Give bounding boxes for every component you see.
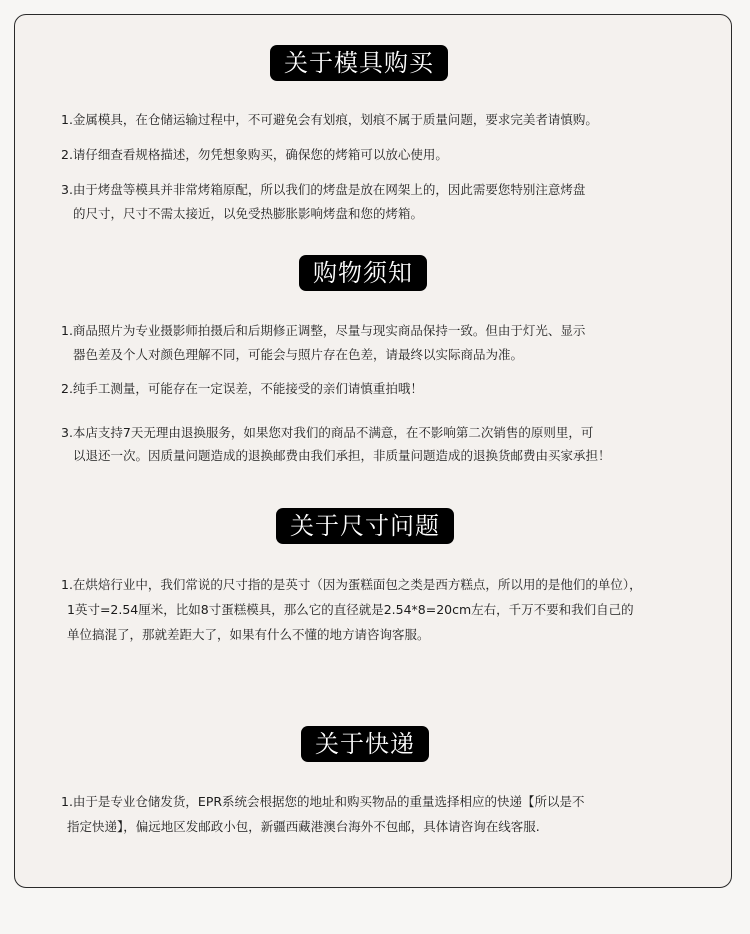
notice-line: 1.金属模具，在仓储运输过程中，不可避免会有划痕，划痕不属于质量问题，要求完美者请慎购。 [61,112,598,127]
notice-line: 3.由于烤盘等模具并非常烤箱原配，所以我们的烤盘是放在网架上的，因此需要您特别注意烤盘 [61,182,586,197]
section-title-mold-purchase: 关于模具购买 [270,45,448,81]
notice-line: 2.请仔细查看规格描述，勿凭想象购买，确保您的烤箱可以放心使用。 [61,147,448,162]
notice-line: 3.本店支持7天无理由退换服务，如果您对我们的商品不满意，在不影响第二次销售的原则里，可 [61,425,594,440]
section-title-delivery: 关于快递 [301,726,429,762]
notice-line: 2.纯手工测量，可能存在一定误差，不能接受的亲们请慎重拍哦！ [61,381,423,396]
section-title-shopping-notes: 购物须知 [299,255,427,291]
notice-line: 1.由于是专业仓储发货，EPR系统会根据您的地址和购买物品的重量选择相应的快递【所以是不 [61,794,585,809]
notice-line: 以退还一次。因质量问题造成的退换邮费由我们承担，非质量问题造成的退换货邮费由买家承担！ [73,448,611,463]
section-title-size-issues: 关于尺寸问题 [276,508,454,544]
notice-line: 1英寸=2.54厘米，比如8寸蛋糕模具，那么它的直径就是2.54*8=20cm左右，千万不要和我们自己的 [67,602,634,617]
notice-line: 器色差及个人对颜色理解不同，可能会与照片存在色差，请最终以实际商品为准。 [73,347,524,362]
notice-line: 指定快递】，偏远地区发邮政小包，新疆西藏港澳台海外不包邮，具体请咨询在线客服. [67,819,540,834]
notice-line: 1.在烘焙行业中，我们常说的尺寸指的是英寸（因为蛋糕面包之类是西方糕点，所以用的是他们的单位）， [61,577,642,592]
notice-line: 1.商品照片为专业摄影师拍摄后和后期修正调整，尽量与现实商品保持一致。但由于灯光、显示 [61,323,586,338]
notice-line: 单位搞混了，那就差距大了，如果有什么不懂的地方请咨询客服。 [67,627,430,642]
notice-line: 的尺寸，尺寸不需太接近，以免受热膨胀影响烤盘和您的烤箱。 [73,206,424,221]
